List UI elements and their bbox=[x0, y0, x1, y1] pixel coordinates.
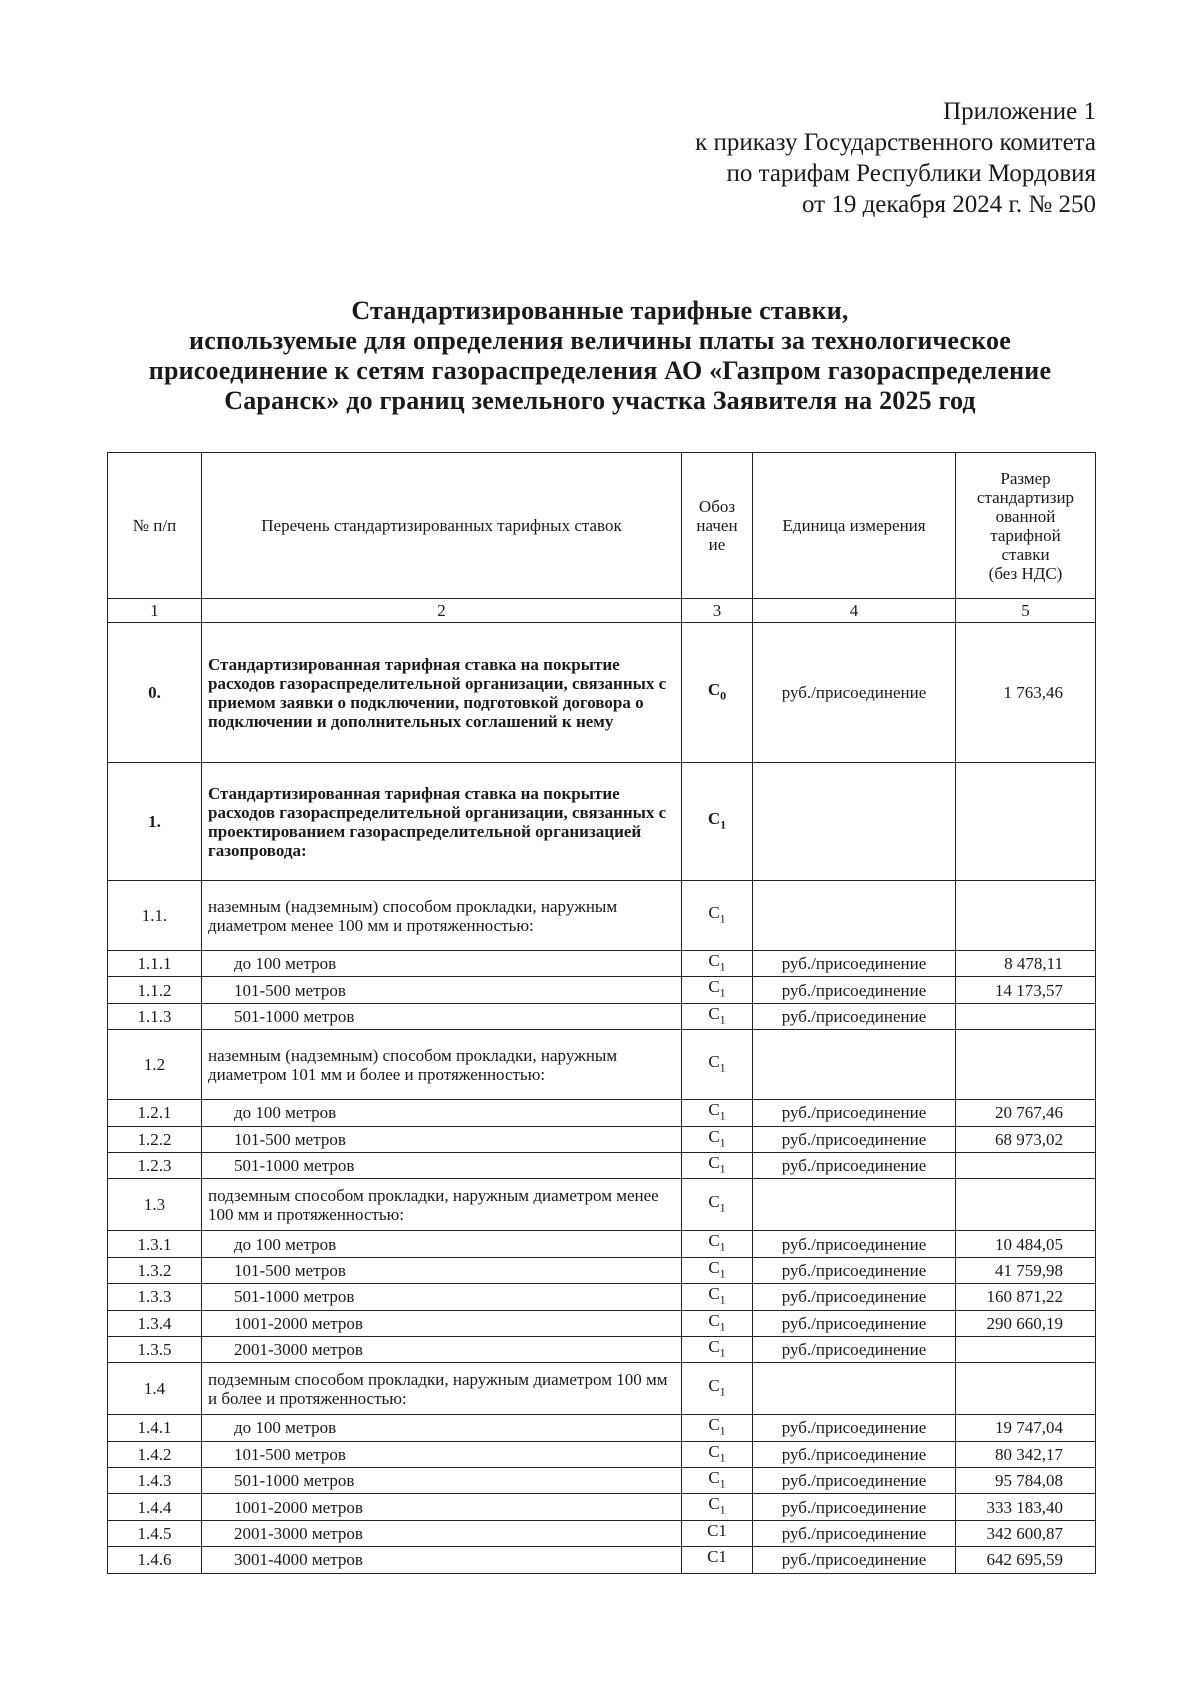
designation-subscript: 1 bbox=[719, 1060, 726, 1075]
designation-subscript: 0 bbox=[720, 688, 727, 703]
column-number: 3 bbox=[682, 599, 753, 623]
row-unit: руб./присоединение bbox=[753, 1547, 956, 1573]
row-designation bbox=[682, 1468, 753, 1494]
row-description: 101-500 метров bbox=[202, 1441, 682, 1467]
designation-subscript: 1 bbox=[719, 985, 726, 1000]
row-description: наземным (надземным) способом прокладки, наружным диаметром менее 100 мм и протяженностью: bbox=[202, 881, 682, 951]
row-description: до 100 метров bbox=[202, 1100, 682, 1126]
appendix-label: Приложение 1 bbox=[943, 98, 1096, 125]
row-description: 501-1000 метров bbox=[202, 1152, 682, 1178]
row-value: 80 342,17 bbox=[956, 1441, 1096, 1467]
designation-subscript: 1 bbox=[719, 1292, 726, 1307]
row-designation bbox=[682, 1494, 753, 1520]
row-designation bbox=[682, 763, 753, 881]
row-designation bbox=[682, 1126, 753, 1152]
designation-subscript: 1 bbox=[719, 959, 726, 974]
designation-subscript: 1 bbox=[719, 1108, 726, 1123]
row-value: 1 763,46 bbox=[956, 623, 1096, 763]
row-unit bbox=[753, 1363, 956, 1415]
appendix-header bbox=[695, 96, 1096, 220]
table-row bbox=[108, 763, 1096, 881]
designation-subscript: 1 bbox=[719, 1502, 726, 1517]
row-number: 0. bbox=[108, 623, 202, 763]
designation-letter: C bbox=[708, 1441, 720, 1461]
designation-letter: C1 bbox=[707, 1520, 727, 1540]
row-unit: руб./присоединение bbox=[753, 951, 956, 977]
designation-letter: C bbox=[708, 1284, 720, 1304]
title-line: присоединение к сетям газораспределения АО «Газпром газораспределение bbox=[148, 356, 1052, 385]
row-designation bbox=[682, 1310, 753, 1336]
document-title bbox=[100, 296, 1100, 416]
row-description: до 100 метров bbox=[202, 951, 682, 977]
row-value: 160 871,22 bbox=[956, 1284, 1096, 1310]
row-description: 501-1000 метров bbox=[202, 1003, 682, 1029]
row-unit: руб./присоединение bbox=[753, 623, 956, 763]
designation-letter: C bbox=[708, 1468, 720, 1488]
row-designation bbox=[682, 1363, 753, 1415]
column-number: 4 bbox=[753, 599, 956, 623]
col-header-size: Размер стандартизир ованной тарифной ставки (без НДС) bbox=[956, 453, 1096, 599]
row-unit: руб./присоединение bbox=[753, 1310, 956, 1336]
row-designation bbox=[682, 1003, 753, 1029]
designation-letter: C bbox=[708, 1257, 720, 1277]
row-unit: руб./присоединение bbox=[753, 1231, 956, 1257]
row-description: до 100 метров bbox=[202, 1415, 682, 1441]
row-number: 1.3.4 bbox=[108, 1310, 202, 1336]
row-description: 501-1000 метров bbox=[202, 1284, 682, 1310]
row-unit: руб./присоединение bbox=[753, 1257, 956, 1283]
designation-subscript: 1 bbox=[719, 1476, 726, 1491]
designation-letter: C bbox=[708, 1192, 720, 1212]
row-description: 101-500 метров bbox=[202, 1126, 682, 1152]
designation-subscript: 1 bbox=[719, 1134, 726, 1149]
row-value: 19 747,04 bbox=[956, 1415, 1096, 1441]
row-value bbox=[956, 1363, 1096, 1415]
table-row bbox=[108, 1547, 1096, 1573]
designation-letter: C bbox=[708, 1003, 720, 1023]
row-number: 1.3 bbox=[108, 1179, 202, 1231]
designation-letter: C bbox=[708, 1100, 720, 1120]
designation-letter: C bbox=[708, 1415, 720, 1435]
table-row bbox=[108, 951, 1096, 977]
row-unit bbox=[753, 1179, 956, 1231]
row-number: 1.3.3 bbox=[108, 1284, 202, 1310]
designation-letter: C1 bbox=[707, 1547, 727, 1567]
table-row bbox=[108, 1494, 1096, 1520]
order-date: от 19 декабря 2024 г. № 250 bbox=[801, 191, 1096, 218]
row-designation bbox=[682, 1336, 753, 1362]
table-row bbox=[108, 1520, 1096, 1546]
row-value bbox=[956, 1179, 1096, 1231]
table-row bbox=[108, 623, 1096, 763]
row-number: 1.2.3 bbox=[108, 1152, 202, 1178]
row-number: 1.4.1 bbox=[108, 1415, 202, 1441]
row-description: 1001-2000 метров bbox=[202, 1310, 682, 1336]
row-value: 95 784,08 bbox=[956, 1468, 1096, 1494]
row-number: 1.4.4 bbox=[108, 1494, 202, 1520]
designation-letter: C bbox=[708, 1231, 720, 1251]
row-description: подземным способом прокладки, наружным диаметром менее 100 мм и протяженностью: bbox=[202, 1179, 682, 1231]
row-description: Стандартизированная тарифная ставка на покрытие расходов газораспределительной организации, связанных с проектированием газораспределительной организацией газопровода: bbox=[202, 763, 682, 881]
row-number: 1.3.1 bbox=[108, 1231, 202, 1257]
row-value: 14 173,57 bbox=[956, 977, 1096, 1003]
column-number-row bbox=[108, 599, 1096, 623]
row-unit: руб./присоединение bbox=[753, 1520, 956, 1546]
row-number: 1. bbox=[108, 763, 202, 881]
row-designation bbox=[682, 1152, 753, 1178]
row-designation bbox=[682, 1257, 753, 1283]
table-row bbox=[108, 881, 1096, 951]
row-designation bbox=[682, 1520, 753, 1546]
row-description: до 100 метров bbox=[202, 1231, 682, 1257]
designation-subscript: 1 bbox=[719, 1450, 726, 1465]
row-unit bbox=[753, 881, 956, 951]
row-description: Стандартизированная тарифная ставка на покрытие расходов газораспределительной организации, связанных с приемом заявки о подключении, подготовкой договора о подключении и дополнительных соглашений к нему bbox=[202, 623, 682, 763]
row-number: 1.4.3 bbox=[108, 1468, 202, 1494]
row-value: 41 759,98 bbox=[956, 1257, 1096, 1283]
row-number: 1.4 bbox=[108, 1363, 202, 1415]
row-unit bbox=[753, 763, 956, 881]
table-row bbox=[108, 1363, 1096, 1415]
title-line: используемые для определения величины платы за технологическое bbox=[189, 326, 1011, 355]
row-value: 20 767,46 bbox=[956, 1100, 1096, 1126]
row-description: 101-500 метров bbox=[202, 977, 682, 1003]
row-value bbox=[956, 763, 1096, 881]
row-designation bbox=[682, 1441, 753, 1467]
table-row bbox=[108, 1152, 1096, 1178]
designation-subscript: 1 bbox=[719, 1266, 726, 1281]
row-number: 1.2.1 bbox=[108, 1100, 202, 1126]
row-value: 68 973,02 bbox=[956, 1126, 1096, 1152]
designation-letter: C bbox=[708, 1126, 720, 1146]
row-value: 10 484,05 bbox=[956, 1231, 1096, 1257]
designation-subscript: 1 bbox=[719, 1318, 726, 1333]
table-body bbox=[108, 623, 1096, 1574]
row-description: 2001-3000 метров bbox=[202, 1520, 682, 1546]
row-description: 101-500 метров bbox=[202, 1257, 682, 1283]
row-number: 1.4.5 bbox=[108, 1520, 202, 1546]
column-number: 5 bbox=[956, 599, 1096, 623]
designation-letter: C bbox=[708, 1336, 720, 1356]
row-designation bbox=[682, 1179, 753, 1231]
row-unit: руб./присоединение bbox=[753, 1100, 956, 1126]
row-designation bbox=[682, 1547, 753, 1573]
row-unit: руб./присоединение bbox=[753, 1494, 956, 1520]
table-header-row bbox=[108, 453, 1096, 599]
row-number: 1.2 bbox=[108, 1030, 202, 1100]
title-line: Саранск» до границ земельного участка Заявителя на 2025 год bbox=[224, 386, 976, 415]
table-row bbox=[108, 1179, 1096, 1231]
designation-letter: C bbox=[708, 1494, 720, 1514]
col-header-unit: Единица измерения bbox=[753, 453, 956, 599]
col-header-designation: Обоз начен ие bbox=[682, 453, 753, 599]
row-number: 1.4.2 bbox=[108, 1441, 202, 1467]
row-description: 3001-4000 метров bbox=[202, 1547, 682, 1573]
row-designation bbox=[682, 1415, 753, 1441]
designation-letter: C bbox=[708, 1051, 720, 1071]
row-value: 8 478,11 bbox=[956, 951, 1096, 977]
table-row bbox=[108, 1468, 1096, 1494]
row-value: 342 600,87 bbox=[956, 1520, 1096, 1546]
designation-subscript: 1 bbox=[719, 1345, 726, 1360]
designation-letter: C bbox=[708, 951, 720, 970]
row-value bbox=[956, 1336, 1096, 1362]
row-value: 290 660,19 bbox=[956, 1310, 1096, 1336]
table-row bbox=[108, 1336, 1096, 1362]
row-value bbox=[956, 1152, 1096, 1178]
designation-letter: C bbox=[708, 977, 720, 997]
table-row bbox=[108, 977, 1096, 1003]
row-unit: руб./присоединение bbox=[753, 1468, 956, 1494]
designation-letter: C bbox=[708, 1376, 720, 1396]
designation-subscript: 1 bbox=[719, 1200, 726, 1215]
row-number: 1.1.1 bbox=[108, 951, 202, 977]
designation-subscript: 1 bbox=[719, 1012, 726, 1027]
tariff-table bbox=[107, 452, 1096, 1574]
table-row bbox=[108, 1126, 1096, 1152]
table-row bbox=[108, 1231, 1096, 1257]
designation-letter: C bbox=[708, 1152, 720, 1172]
row-value: 642 695,59 bbox=[956, 1547, 1096, 1573]
row-number: 1.1. bbox=[108, 881, 202, 951]
row-unit: руб./присоединение bbox=[753, 1284, 956, 1310]
table-row bbox=[108, 1310, 1096, 1336]
row-unit bbox=[753, 1030, 956, 1100]
table-row bbox=[108, 1100, 1096, 1126]
row-designation bbox=[682, 977, 753, 1003]
table-row bbox=[108, 1415, 1096, 1441]
table-row bbox=[108, 1030, 1096, 1100]
table-row bbox=[108, 1284, 1096, 1310]
row-unit: руб./присоединение bbox=[753, 1152, 956, 1178]
col-header-list: Перечень стандартизированных тарифных ставок bbox=[202, 453, 682, 599]
row-designation bbox=[682, 1100, 753, 1126]
row-number: 1.3.5 bbox=[108, 1336, 202, 1362]
row-number: 1.1.2 bbox=[108, 977, 202, 1003]
order-reference: к приказу Государственного комитета bbox=[695, 129, 1096, 156]
row-number: 1.2.2 bbox=[108, 1126, 202, 1152]
row-value bbox=[956, 1003, 1096, 1029]
table-row bbox=[108, 1257, 1096, 1283]
row-unit: руб./присоединение bbox=[753, 1126, 956, 1152]
designation-subscript: 1 bbox=[719, 1384, 726, 1399]
row-unit: руб./присоединение bbox=[753, 1003, 956, 1029]
row-description: наземным (надземным) способом прокладки, наружным диаметром 101 мм и более и протяженностью: bbox=[202, 1030, 682, 1100]
table-row bbox=[108, 1441, 1096, 1467]
row-description: 501-1000 метров bbox=[202, 1468, 682, 1494]
title-line: Стандартизированные тарифные ставки, bbox=[351, 296, 849, 325]
designation-subscript: 1 bbox=[719, 911, 726, 926]
col-header-num: № п/п bbox=[108, 453, 202, 599]
column-number: 1 bbox=[108, 599, 202, 623]
designation-letter: C bbox=[708, 1310, 720, 1330]
row-value bbox=[956, 881, 1096, 951]
row-designation bbox=[682, 1030, 753, 1100]
table-row bbox=[108, 1003, 1096, 1029]
row-unit: руб./присоединение bbox=[753, 1441, 956, 1467]
row-description: 1001-2000 метров bbox=[202, 1494, 682, 1520]
row-designation bbox=[682, 951, 753, 977]
row-unit: руб./присоединение bbox=[753, 977, 956, 1003]
row-number: 1.4.6 bbox=[108, 1547, 202, 1573]
row-unit: руб./присоединение bbox=[753, 1415, 956, 1441]
row-description: 2001-3000 метров bbox=[202, 1336, 682, 1362]
row-number: 1.3.2 bbox=[108, 1257, 202, 1283]
row-designation bbox=[682, 881, 753, 951]
row-value: 333 183,40 bbox=[956, 1494, 1096, 1520]
designation-subscript: 1 bbox=[719, 1423, 726, 1438]
row-unit: руб./присоединение bbox=[753, 1336, 956, 1362]
designation-letter: C bbox=[707, 679, 721, 699]
designation-subscript: 1 bbox=[719, 1161, 726, 1176]
row-designation bbox=[682, 1284, 753, 1310]
row-designation bbox=[682, 1231, 753, 1257]
row-designation bbox=[682, 623, 753, 763]
column-number: 2 bbox=[202, 599, 682, 623]
committee-name: по тарифам Республики Мордовия bbox=[726, 160, 1096, 187]
row-value bbox=[956, 1030, 1096, 1100]
row-number: 1.1.3 bbox=[108, 1003, 202, 1029]
designation-letter: C bbox=[708, 902, 720, 922]
designation-subscript: 1 bbox=[720, 817, 727, 832]
designation-letter: C bbox=[707, 808, 721, 828]
row-description: подземным способом прокладки, наружным диаметром 100 мм и более и протяженностью: bbox=[202, 1363, 682, 1415]
designation-subscript: 1 bbox=[719, 1239, 726, 1254]
